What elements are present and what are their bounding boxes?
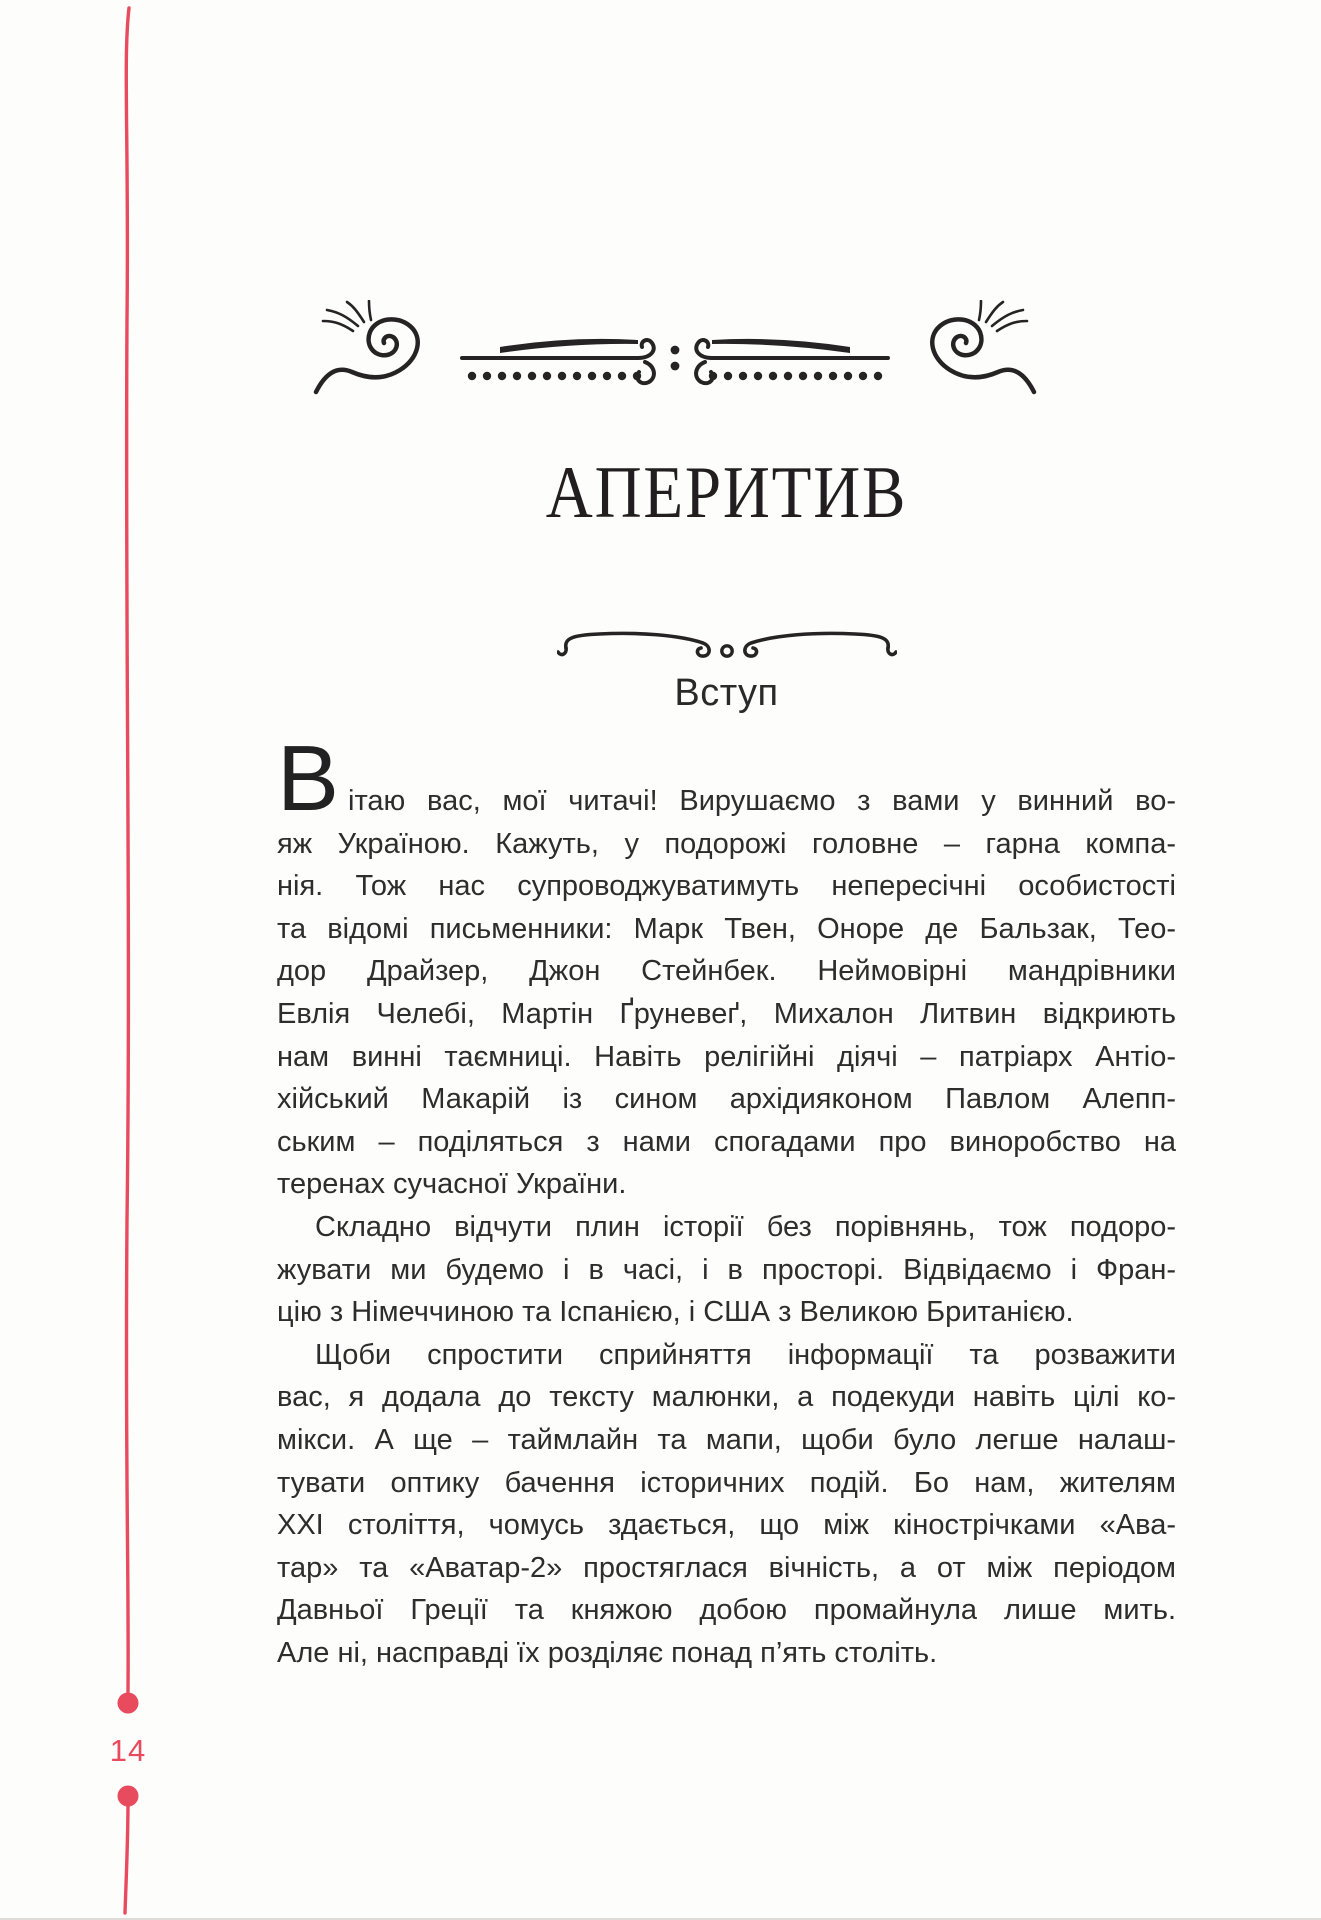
body-text: [277, 726, 1176, 1674]
text-line: нам винні таємниці. Навіть релігійні діячі – патріарх Антіо-: [277, 1040, 1176, 1073]
text-line: жувати ми будемо і в часі, і в просторі. Відвідаємо і Фран-: [277, 1253, 1176, 1286]
text-line: мікси. А ще – таймлайн та мапи, щоби було легше налаш-: [277, 1423, 1176, 1456]
text-line: теренах сучасної України.: [277, 1168, 627, 1201]
text-line: Але ні, насправді їх розділяє понад п’ять століть.: [277, 1636, 938, 1669]
text-line: нія. Тож нас супроводжуватимуть непересічні особистості: [277, 870, 1176, 903]
text-line: та відомі письменники: Марк Твен, Оноре де Бальзак, Тео-: [277, 912, 1176, 945]
text-line: Давньої Греції та княжою добою промайнула лише мить.: [277, 1594, 1176, 1627]
ornament-center-dot: [671, 362, 680, 371]
text-line: Складно відчути плин історії без порівнянь, тож подоро-: [315, 1210, 1176, 1243]
text-line: ХХІ століття, чомусь здається, що між кінострічками «Ава-: [277, 1509, 1176, 1542]
text-line: Евлія Челебі, Мартін Ґруневеґ, Михалон Литвин відкриють: [277, 997, 1176, 1030]
text-line: цію з Німеччиною та Іспанією, і США з Великою Британією.: [277, 1296, 1074, 1329]
section-curl-divider-icon: [557, 630, 897, 660]
section-title: Вступ: [674, 672, 779, 714]
accent-line-upper: [126, 8, 129, 1692]
text-line: Щоби спростити сприйняття інформації та розважити: [315, 1338, 1176, 1371]
text-line: тар» та «Аватар-2» простяглася вічність, а от між періодом: [277, 1551, 1176, 1584]
chapter-flourish-ornament-icon: [300, 300, 1050, 400]
text-line: тувати оптику бачення історичних подій. Бо нам, жителям: [277, 1466, 1176, 1499]
text-column: [277, 0, 1176, 1674]
drop-cap: В: [277, 726, 340, 830]
divider-center-ring: [721, 646, 731, 656]
text-line: вас, я додала до тексту малюнки, а подекуди навіть цілі ко-: [277, 1381, 1176, 1414]
accent-dot-top: [118, 1693, 139, 1714]
text-line: хійський Макарій із сином архідияконом Павлом Алепп-: [277, 1083, 1176, 1116]
ornament-center-dot: [671, 346, 680, 355]
accent-line-lower: [125, 1800, 128, 1913]
chapter-title: АПЕРИТИВ: [545, 452, 908, 534]
text-line: яж Україною. Кажуть, у подорожі головне – гарна компа-: [277, 827, 1176, 860]
page-number: 14: [109, 1733, 147, 1768]
text-line: Вітаю вас, мої читачі! Вирушаємо з вами у винний во-: [277, 726, 1176, 830]
margin-accent-line: [108, 0, 148, 1920]
text-line: дор Драйзер, Джон Стейнбек. Неймовірні мандрівники: [277, 955, 1176, 988]
text-line: ським – поділяться з нами спогадами про виноробство на: [277, 1125, 1176, 1158]
